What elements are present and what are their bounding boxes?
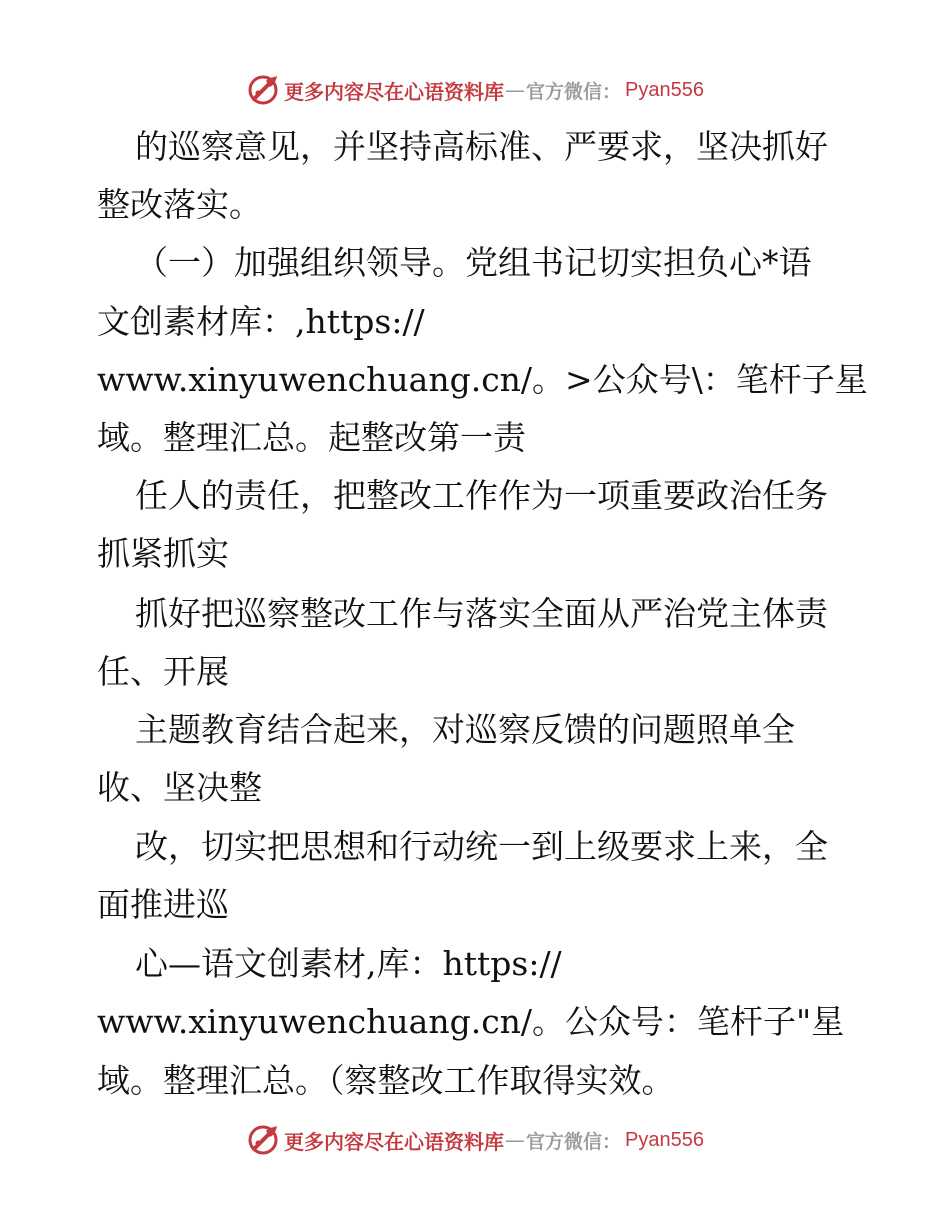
banner-wechat-id: Pyan556 [625, 78, 704, 101]
banner-wechat-id: Pyan556 [625, 1128, 704, 1151]
banner-separator: — [505, 78, 525, 102]
footer-watermark-banner [0, 1120, 950, 1160]
body-line: www.xinyuwenchuang.cn/。>公众号\：笔杆子星 [97, 360, 868, 399]
body-line: （一）加强组织领导。党组书记切实担负心*语 [135, 243, 812, 282]
body-line: 心—语文创素材,库：https:// [135, 944, 562, 983]
brush-logo-icon [246, 1123, 280, 1157]
body-line: 主题教育结合起来，对巡察反馈的问题照单全 [135, 710, 795, 749]
banner-brand-text: 更多内容尽在心语资料库 [284, 79, 504, 104]
body-line: 任、开展 [97, 652, 229, 691]
banner-brand-text: 更多内容尽在心语资料库 [284, 1129, 504, 1154]
body-line: 收、坚决整 [97, 768, 262, 807]
body-line: 的巡察意见，并坚持高标准、严要求，坚决抓好 [135, 127, 828, 166]
body-line: 面推进巡 [97, 885, 229, 924]
body-line: 抓好把巡察整改工作与落实全面从严治党主体责 [135, 594, 828, 633]
body-line: 域。整理汇总。起整改第一责 [97, 418, 526, 457]
banner-official-label: 官方微信： [526, 1130, 622, 1153]
body-line: 整改落实。 [97, 185, 262, 224]
banner-official-label: 官方微信： [526, 80, 622, 103]
body-line: www.xinyuwenchuang.cn/。公众号：笔杆子"星 [97, 1002, 845, 1041]
body-line: 抓紧抓实 [97, 534, 229, 573]
body-line: 文创素材库：,https:// [97, 302, 425, 341]
body-line: 改，切实把思想和行动统一到上级要求上来，全 [135, 827, 828, 866]
banner-separator: — [505, 1128, 525, 1152]
body-line: 域。整理汇总。（察整改工作取得实效。 [97, 1061, 675, 1100]
body-line: 任人的责任，把整改工作作为一项重要政治任务 [135, 476, 828, 515]
